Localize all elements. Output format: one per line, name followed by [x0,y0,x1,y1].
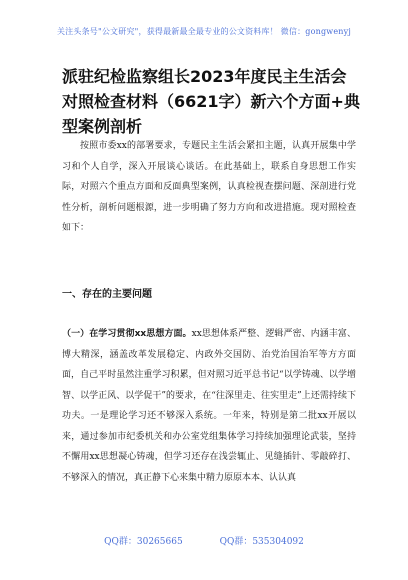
header-promo-note: 关注头条号"公文研究"，获得最新最全最专业的公文资料库！ 微信：gongwenyj [56,27,352,36]
section-heading: 一、存在的主要问题 [62,289,152,300]
document-title: 派驻纪检监察组长2023年度民主生活会对照检查材料（6621字）新六个方面+典型案例剖析 [62,67,360,136]
subsection-paragraph [62,324,356,488]
intro-paragraph: 按照市委xx的部署要求，专题民主生活会紧扣主题，认真开展集中学习和个人自学，深入开展谈心谈话。在此基础上，联系自身思想工作实际，对照六个重点方面和反面典型案例，认真检视查摆问题、深剖进行党性分析，剖析问题根源，进一步明确了努力方向和改进措施。现对照检查如下： [62,141,356,233]
footer-qq-2: QQ群：535304092 [219,537,304,547]
footer-contacts [0,534,408,547]
footer-qq-1: QQ群：30265665 [104,537,183,547]
subsection-body: xx思想体系严整、逻辑严密、内涵丰富、博大精深，涵盖改革发展稳定、内政外交国防、治党治国治军等方方面面，自己平时虽然注重学习积累，但对照习近平总书记“以学铸魂、以学增智、以学正风、以学促干”的要求，在“往深里走、往实里走”上还需持续下功夫。一是理论学习还不够深入系统。一年来，特别是第二批xx开展以来，通过参加市纪委机关和办公室党组集体学习持续加强理论武装，坚持不懈用xx思想凝心铸魂，但学习还存在浅尝辄止、见缝插针、零敲碎打、不够深入的情况，真正静下心来集中精力原原本本、认认真 [62,329,356,483]
subsection-lead: （一）在学习贯彻xx思想方面。 [62,329,192,339]
